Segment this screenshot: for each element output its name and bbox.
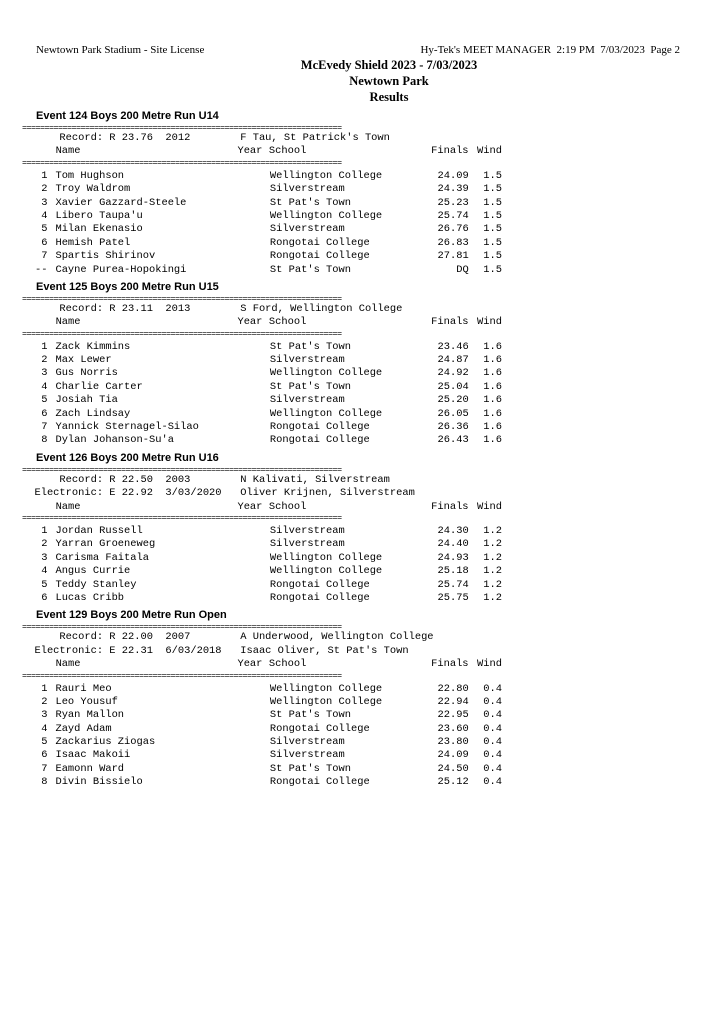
record-line: Electronic: E 22.92 3/03/2020 Oliver Krijnen, Silverstream [22,487,415,500]
athlete-name: Leo Yousuf [55,695,118,708]
place: 3 [41,551,48,564]
section-title: Results [369,90,409,104]
wind: 1.2 [483,591,502,604]
separator-line: ======================================================================= [22,623,342,632]
software-page-info: Hy-Tek's MEET MANAGER 2:19 PM 7/03/2023 Page 2 [420,44,680,56]
event-block [22,109,502,277]
place: 8 [41,434,48,447]
year [239,579,270,592]
finals-time: 24.39 [437,183,469,196]
col-school-header: School [268,658,307,671]
wind: 1.5 [483,183,502,196]
finals-time: 26.36 [437,421,469,434]
wind: 1.2 [483,524,502,537]
athlete-name: Zach Lindsay [55,407,131,420]
finals-time: 23.80 [437,736,469,749]
event-title: Event 125 Boys 200 Metre Run U15 [36,280,219,293]
school: St Pat's Town [269,340,351,353]
place: 3 [41,367,48,380]
event-title: Event 129 Boys 200 Metre Run Open [36,609,227,622]
result-row [22,197,502,210]
school: Wellington College [269,565,383,578]
result-row [22,434,502,447]
result-row [22,776,502,789]
result-row [22,592,502,605]
col-finals-header: Finals [431,316,469,329]
athlete-name: Yarran Groeneweg [55,538,156,551]
athlete-name: Zack Kimmins [55,340,131,353]
wind: 0.4 [483,695,502,708]
record-line: Record: R 23.11 2013 S Ford, Wellington College [22,302,403,315]
athlete-name: Gus Norris [55,367,118,380]
athlete-name: Eamonn Ward [55,762,125,775]
finals-time: 24.09 [437,169,469,182]
place: 5 [41,394,48,407]
col-name-header: Name [55,316,81,329]
result-row [22,354,502,367]
result-row [22,763,502,776]
meet-title: McEvedy Shield 2023 - 7/03/2023 [300,58,478,72]
col-place-header [22,501,48,514]
col-wind-header: Wind [477,316,502,329]
year [239,354,270,367]
col-finals-header: Finals [431,658,469,671]
school: Wellington College [269,695,383,708]
separator-line: ======================================================================= [22,465,342,474]
place: 7 [41,762,48,775]
col-school-header: School [268,145,307,158]
place: 4 [41,209,48,222]
wind: 1.2 [483,551,502,564]
place: 7 [41,421,48,434]
wind: 1.6 [483,407,502,420]
school: Rongotai College [269,776,370,789]
school: St Pat's Town [269,380,351,393]
wind: 1.5 [483,250,502,263]
event-block [22,277,502,448]
school: St Pat's Town [269,263,351,276]
place: 4 [41,380,48,393]
result-row [22,394,502,407]
wind: 1.5 [483,263,502,276]
wind: 1.5 [483,209,502,222]
result-row [22,170,502,183]
finals-time: 27.81 [437,250,469,263]
wind: 1.5 [483,169,502,182]
athlete-name: Charlie Carter [55,380,143,393]
school: Wellington College [269,209,383,222]
result-row [22,552,502,565]
school: Wellington College [269,407,383,420]
result-row [22,525,502,538]
school: Silverstream [269,736,345,749]
place: 1 [41,340,48,353]
wind: 1.5 [483,236,502,249]
wind: 0.4 [483,776,502,789]
finals-time: 25.04 [437,380,469,393]
col-year-header: Year [237,145,263,158]
col-name-header: Name [55,145,81,158]
athlete-name: Lucas Cribb [55,591,125,604]
record-line: Record: R 23.76 2012 F Tau, St Patrick's Town [22,132,390,144]
result-row [22,381,502,394]
result-row [22,421,502,434]
result-row [22,408,502,421]
place: 5 [41,223,48,236]
wind: 0.4 [483,762,502,775]
wind: 0.4 [483,722,502,735]
year [239,434,270,447]
wind: 1.2 [483,565,502,578]
col-finals-header: Finals [431,145,469,158]
finals-time: 25.23 [437,196,469,209]
year [239,592,270,605]
year [239,408,270,421]
place: 6 [41,749,48,762]
col-year-header: Year [237,500,263,513]
place: 6 [41,236,48,249]
athlete-name: Yannick Sternagel-Silao [55,421,199,434]
athlete-name: Ryan Mallon [55,709,125,722]
place: 1 [41,169,48,182]
wind: 0.4 [483,709,502,722]
finals-time: 23.60 [437,722,469,735]
school: Rongotai College [269,591,370,604]
separator-line: ======================================================================= [22,158,342,167]
athlete-name: Troy Waldrom [55,183,131,196]
year [239,565,270,578]
result-row [22,210,502,223]
wind: 1.6 [483,380,502,393]
finals-time: 24.30 [437,524,469,537]
results-body [22,109,502,790]
year [239,197,270,210]
result-row [22,250,502,263]
school: Silverstream [269,524,345,537]
athlete-name: Libero Taupa'u [55,209,143,222]
place: 3 [41,709,48,722]
column-header [22,501,502,514]
event-title: Event 126 Boys 200 Metre Run U16 [36,451,219,464]
year [239,223,270,236]
column-header [22,316,502,329]
event-block [22,605,502,789]
place: 1 [41,524,48,537]
athlete-name: Cayne Purea-Hopokingi [55,263,187,276]
school: Rongotai College [269,236,370,249]
place: 2 [41,695,48,708]
year [239,183,270,196]
school: St Pat's Town [269,196,351,209]
school: Silverstream [269,354,345,367]
year [239,776,270,789]
col-place-header [22,145,48,158]
finals-time: 25.12 [437,776,469,789]
year [239,341,270,354]
place: 7 [41,250,48,263]
wind: 1.6 [483,434,502,447]
finals-time: 22.95 [437,709,469,722]
year [239,683,270,696]
place: 2 [41,354,48,367]
school: Silverstream [269,223,345,236]
wind: 1.6 [483,421,502,434]
place: 5 [41,736,48,749]
wind: 1.5 [483,196,502,209]
finals-time: 24.50 [437,762,469,775]
wind: 1.6 [483,367,502,380]
place: 5 [41,578,48,591]
finals-time: 24.09 [437,749,469,762]
separator-line: ======================================================================= [22,513,342,522]
year [239,210,270,223]
finals-time: 25.75 [437,591,469,604]
result-row [22,341,502,354]
finals-time: 26.83 [437,236,469,249]
wind: 1.6 [483,354,502,367]
separator-line: ======================================================================= [22,124,342,132]
col-name-header: Name [55,658,81,671]
year [239,381,270,394]
year [239,170,270,183]
result-row [22,367,502,380]
athlete-name: Carisma Faitala [55,551,149,564]
place: -- [34,263,48,276]
finals-time: 25.74 [437,209,469,222]
school: Rongotai College [269,578,370,591]
year [239,763,270,776]
school: St Pat's Town [269,709,351,722]
wind: 1.2 [483,578,502,591]
site-license-label: Newtown Park Stadium - Site License [36,44,205,56]
finals-time: 24.40 [437,538,469,551]
athlete-name: Xavier Gazzard-Steele [55,196,187,209]
wind: 1.5 [483,223,502,236]
finals-time: 25.20 [437,394,469,407]
col-name-header: Name [55,500,81,513]
finals-time: 22.80 [437,682,469,695]
event-title: Event 124 Boys 200 Metre Run U14 [36,110,219,122]
finals-time: 26.76 [437,223,469,236]
record-line: Record: R 22.00 2007 A Underwood, Wellington College [22,631,434,644]
result-row [22,223,502,236]
col-place-header [22,658,48,671]
year [239,394,270,407]
finals-time: DQ [456,263,469,276]
athlete-name: Max Lewer [55,354,112,367]
record-line: Electronic: E 22.31 6/03/2018 Isaac Oliver, St Pat's Town [22,644,409,657]
column-header [22,658,502,671]
wind: 1.2 [483,538,502,551]
col-wind-header: Wind [477,500,502,513]
year [239,421,270,434]
record-line: Record: R 22.50 2003 N Kalivati, Silverstream [22,473,390,486]
athlete-name: Jordan Russell [55,524,143,537]
finals-time: 26.43 [437,434,469,447]
place: 4 [41,722,48,735]
school: Wellington College [269,367,383,380]
place: 3 [41,196,48,209]
athlete-name: Spartis Shirinov [55,250,156,263]
column-header [22,145,502,158]
separator-line: ======================================================================= [22,294,342,303]
wind: 0.4 [483,682,502,695]
wind: 0.4 [483,749,502,762]
year [239,264,270,277]
finals-time: 26.05 [437,407,469,420]
year [239,709,270,722]
separator-line: ======================================================================= [22,329,342,338]
col-year-header: Year [237,316,263,329]
result-row [22,696,502,709]
school: Wellington College [269,551,383,564]
year [239,736,270,749]
athlete-name: Josiah Tia [55,394,118,407]
school: St Pat's Town [269,762,351,775]
finals-time: 24.93 [437,551,469,564]
school: Rongotai College [269,434,370,447]
result-row [22,683,502,696]
athlete-name: Divin Bissielo [55,776,143,789]
school: Silverstream [269,183,345,196]
school: Wellington College [269,169,383,182]
place: 2 [41,538,48,551]
school: Rongotai College [269,722,370,735]
athlete-name: Zayd Adam [55,722,112,735]
athlete-name: Hemish Patel [55,236,131,249]
year [239,237,270,250]
athlete-name: Tom Hughson [55,169,125,182]
year [239,552,270,565]
col-place-header [22,316,48,329]
school: Silverstream [269,394,345,407]
school: Silverstream [269,538,345,551]
result-row [22,579,502,592]
athlete-name: Angus Currie [55,565,131,578]
year [239,723,270,736]
athlete-name: Teddy Stanley [55,578,137,591]
wind: 1.6 [483,340,502,353]
athlete-name: Rauri Meo [55,682,112,695]
result-row [22,723,502,736]
year [239,367,270,380]
finals-time: 24.92 [437,367,469,380]
result-row [22,538,502,551]
place: 4 [41,565,48,578]
col-school-header: School [268,316,307,329]
wind: 0.4 [483,736,502,749]
year [239,696,270,709]
finals-time: 24.87 [437,354,469,367]
finals-time: 25.74 [437,578,469,591]
result-row [22,565,502,578]
school: Silverstream [269,749,345,762]
result-row [22,264,502,277]
result-row [22,709,502,722]
year [239,538,270,551]
col-wind-header: Wind [477,145,502,158]
place: 1 [41,682,48,695]
year [239,525,270,538]
col-school-header: School [268,500,307,513]
athlete-name: Isaac Makoii [55,749,131,762]
place: 6 [41,407,48,420]
year [239,749,270,762]
result-row [22,736,502,749]
result-row [22,183,502,196]
school: Rongotai College [269,421,370,434]
place: 8 [41,776,48,789]
finals-time: 25.18 [437,565,469,578]
finals-time: 23.46 [437,340,469,353]
athlete-name: Dylan Johanson-Su'a [55,434,174,447]
place: 2 [41,183,48,196]
result-row [22,237,502,250]
col-finals-header: Finals [431,500,469,513]
school: Wellington College [269,682,383,695]
col-year-header: Year [237,658,263,671]
athlete-name: Zackarius Ziogas [55,736,156,749]
separator-line: ======================================================================= [22,671,342,680]
year [239,250,270,263]
finals-time: 22.94 [437,695,469,708]
place: 6 [41,591,48,604]
venue-name: Newtown Park [349,74,429,88]
event-block [22,448,502,606]
result-row [22,749,502,762]
school: Rongotai College [269,250,370,263]
col-wind-header: Wind [477,658,502,671]
wind: 1.6 [483,394,502,407]
athlete-name: Milan Ekenasio [55,223,143,236]
